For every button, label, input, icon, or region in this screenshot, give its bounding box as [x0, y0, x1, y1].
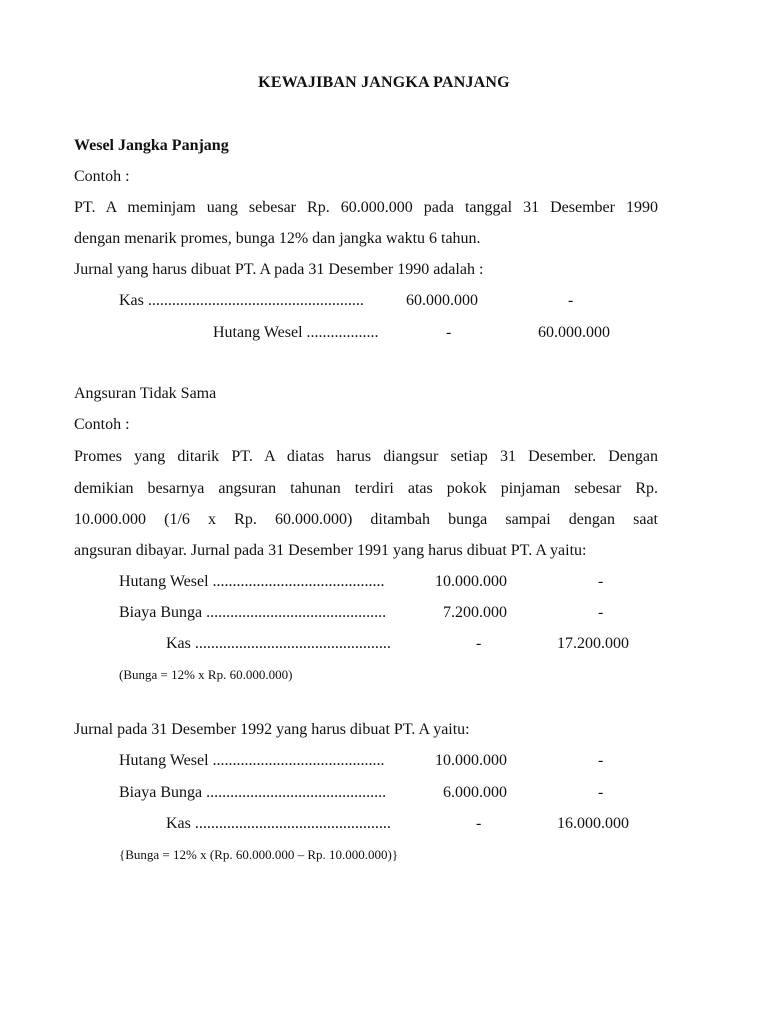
paragraph-text: demikian besarnya angsuran tahunan terdiri atas pokok pinjaman sebesar Rp.: [74, 480, 658, 497]
journal-account: Kas .................................................: [166, 815, 391, 832]
paragraph-line: angsuran dibayar. Jurnal pada 31 Desember 1991 yang harus dibuat PT. A yaitu:: [74, 542, 587, 559]
journal-credit: -: [598, 752, 604, 769]
journal-account: Kas ......................................................: [119, 292, 364, 309]
jurnal-intro: Jurnal pada 31 Desember 1992 yang harus dibuat PT. A yaitu:: [74, 721, 470, 738]
journal-debit: -: [446, 324, 452, 341]
paragraph-text: Promes yang ditarik PT. A diatas harus diangsur setiap 31 Desember. Dengan: [74, 448, 658, 465]
page-title: KEWAJIBAN JANGKA PANJANG: [258, 74, 510, 91]
interest-note: (Bunga = 12% x Rp. 60.000.000): [119, 667, 293, 682]
jurnal-intro: Jurnal yang harus dibuat PT. A pada 31 Desember 1990 adalah :: [74, 261, 484, 278]
journal-account: Hutang Wesel ...........................................: [119, 573, 385, 590]
journal-account: Hutang Wesel ...........................................: [119, 752, 385, 769]
journal-debit: 10.000.000: [435, 752, 507, 769]
journal-credit: 60.000.000: [538, 324, 610, 341]
journal-credit: 17.200.000: [557, 635, 629, 652]
paragraph-line: [74, 511, 658, 529]
contoh-label: Contoh :: [74, 168, 130, 185]
journal-debit: -: [476, 815, 482, 832]
paragraph-line: [74, 199, 658, 217]
journal-credit: 16.000.000: [557, 815, 629, 832]
journal-credit: -: [598, 604, 604, 621]
journal-credit: -: [568, 292, 574, 309]
section-heading-angsuran: Angsuran Tidak Sama: [74, 385, 217, 402]
journal-debit: -: [476, 635, 482, 652]
journal-debit: 7.200.000: [443, 604, 507, 621]
journal-debit: 60.000.000: [406, 292, 478, 309]
journal-account: Biaya Bunga .............................................: [119, 784, 387, 801]
section-heading-wesel: Wesel Jangka Panjang: [74, 137, 229, 154]
paragraph-line: [74, 480, 658, 498]
journal-debit: 6.000.000: [443, 784, 507, 801]
paragraph-line: [74, 448, 658, 466]
paragraph-text: 10.000.000 (1/6 x Rp. 60.000.000) ditambah bunga sampai dengan saat: [74, 511, 658, 528]
interest-note: {Bunga = 12% x (Rp. 60.000.000 – Rp. 10.000.000)}: [119, 847, 399, 862]
journal-debit: 10.000.000: [435, 573, 507, 590]
journal-account: Kas .................................................: [166, 635, 391, 652]
journal-account: Biaya Bunga .............................................: [119, 604, 387, 621]
journal-account: Hutang Wesel ..................: [213, 324, 379, 341]
paragraph-line: dengan menarik promes, bunga 12% dan jangka waktu 6 tahun.: [74, 230, 481, 247]
contoh-label: Contoh :: [74, 416, 130, 433]
paragraph-text: PT. A meminjam uang sebesar Rp. 60.000.000 pada tanggal 31 Desember 1990: [74, 199, 658, 216]
journal-credit: -: [598, 573, 604, 590]
journal-credit: -: [598, 784, 604, 801]
